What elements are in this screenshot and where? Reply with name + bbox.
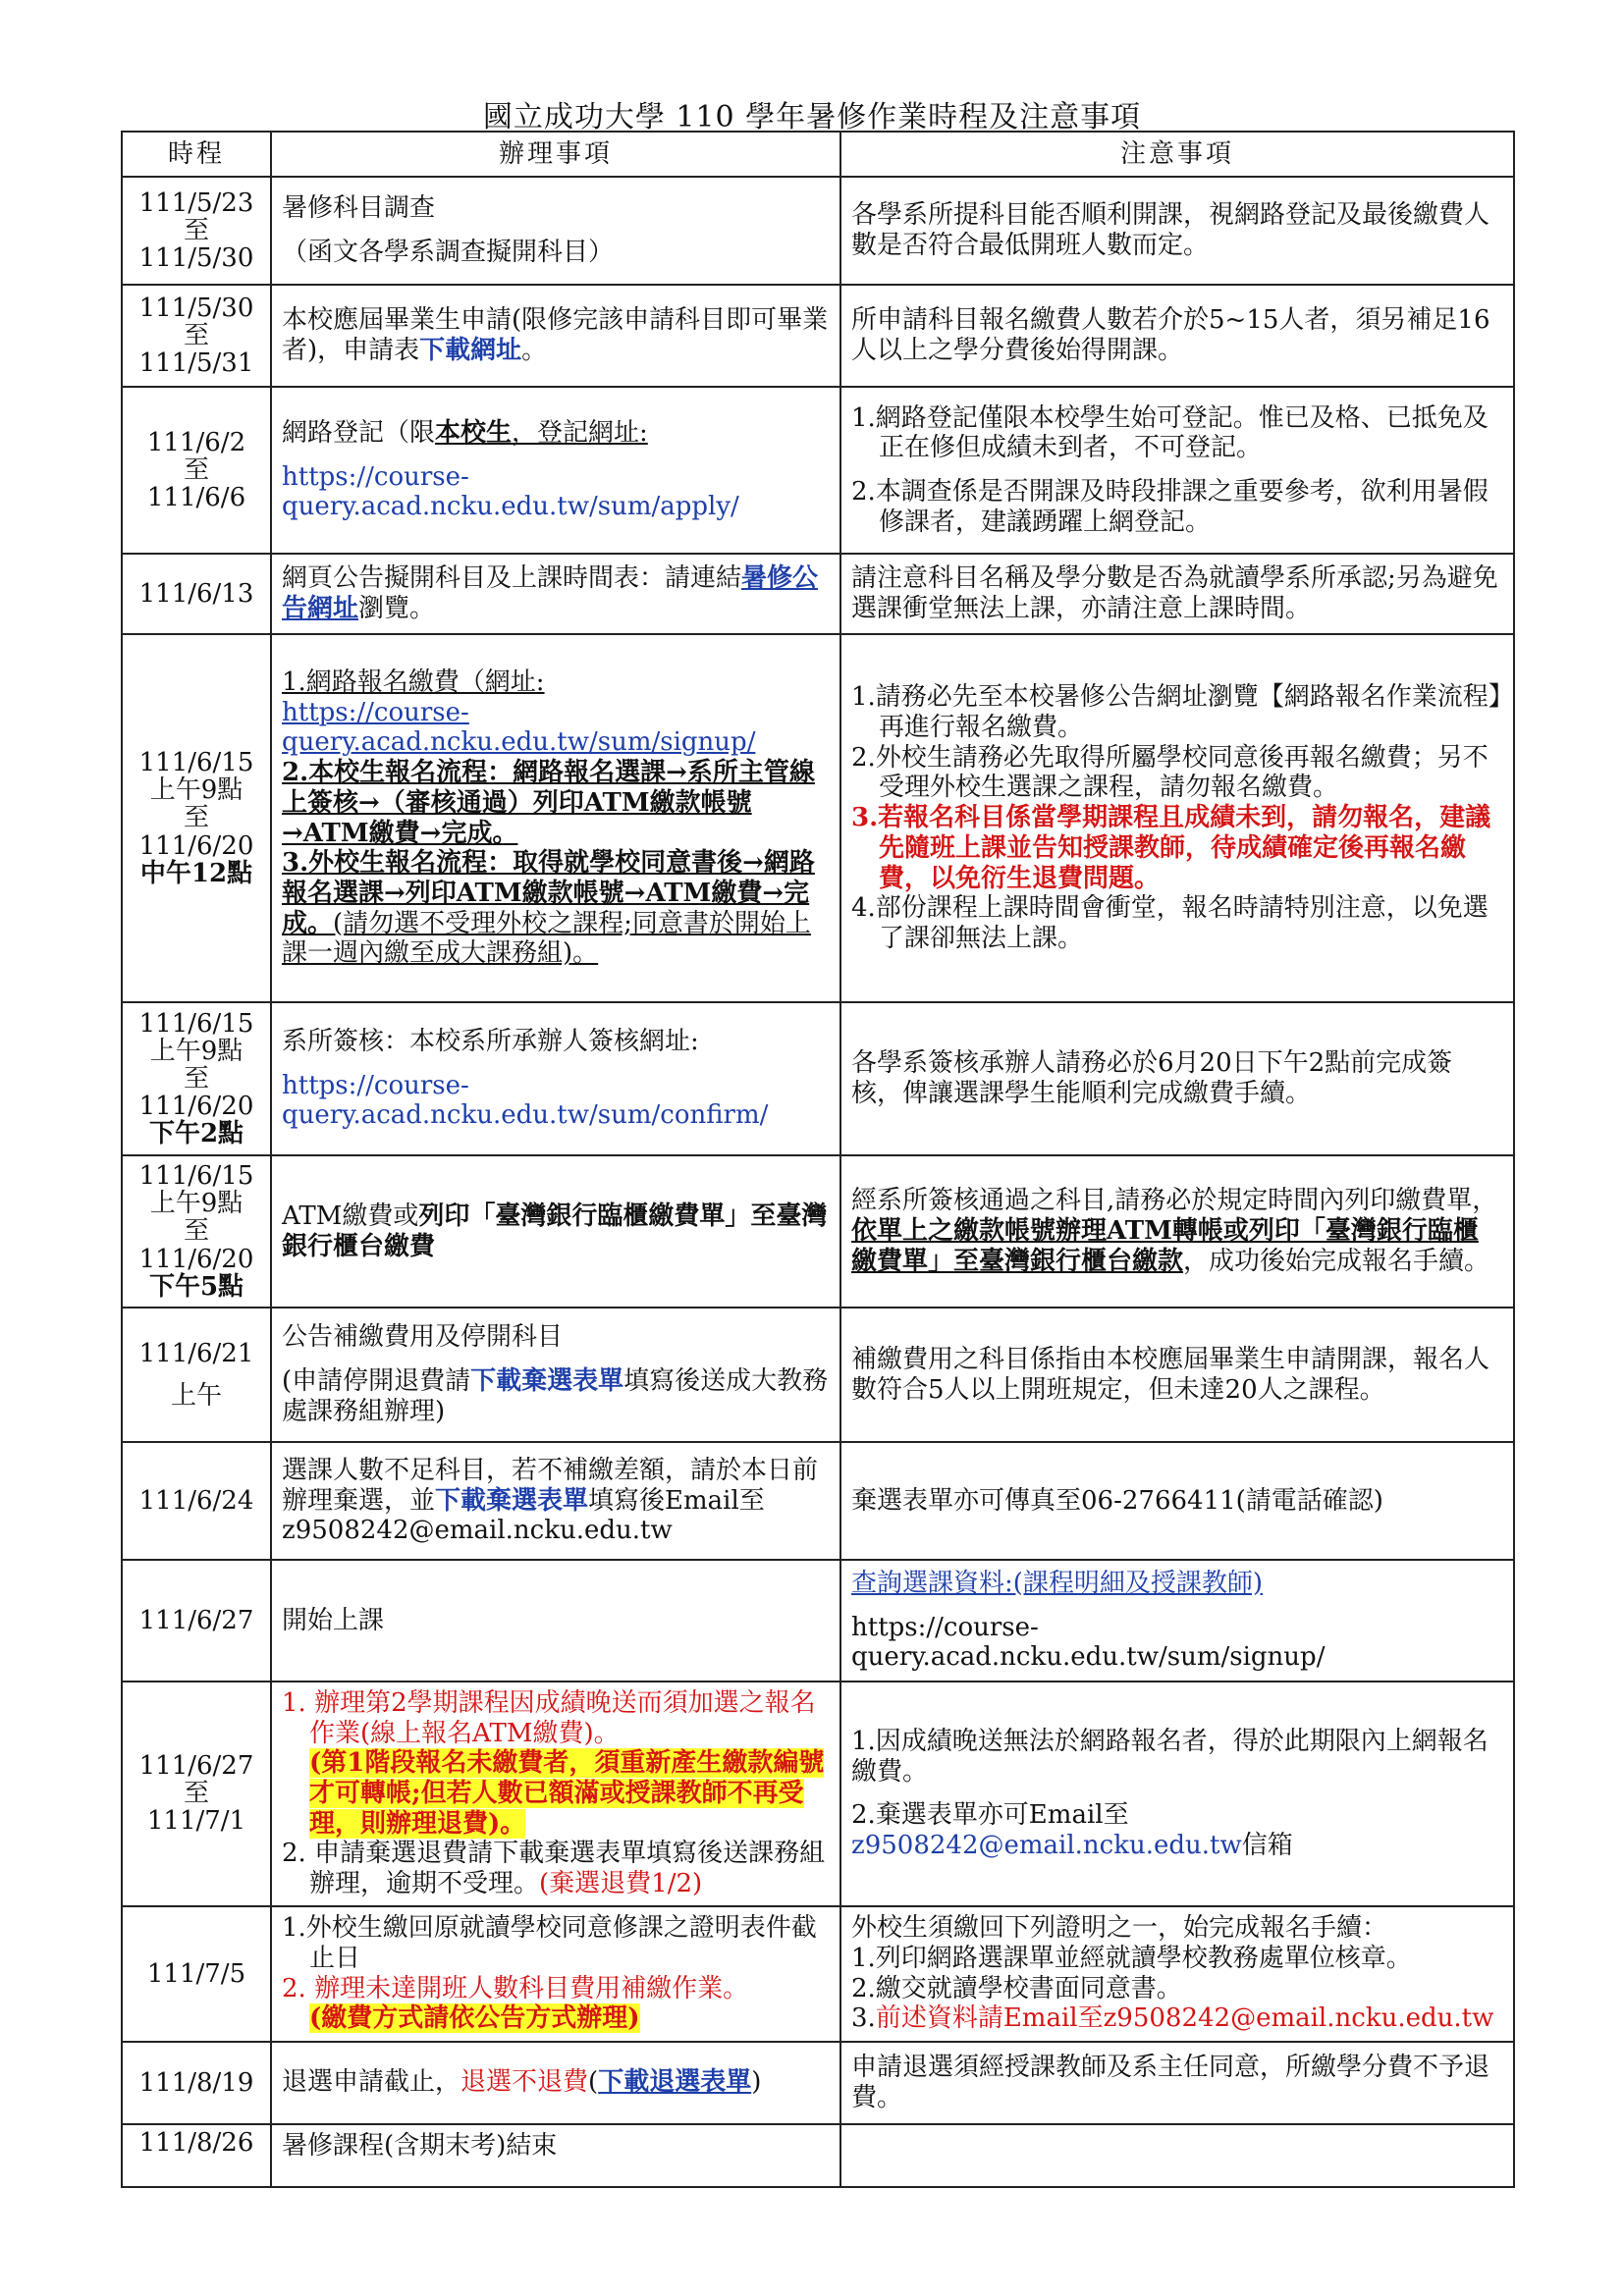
note-text: 前述資料請Email至z9508242@email.ncku.edu.tw xyxy=(875,2003,1494,2034)
time-line: 111/6/2 xyxy=(146,427,246,457)
note-text: 外校生須繳回下列證明之一，始完成報名手續： xyxy=(851,1913,1388,1944)
note-text: 4.部份課程上課時間會衝堂，報名時請特別注意，以免選了課卻無法上課。 xyxy=(851,893,1489,953)
highlighted-text: (繳費方式請依公告方式辦理) xyxy=(309,2003,640,2034)
note-text: 1.因成績晚送無法於網路報名者，得於此期限內上網報名繳費。 xyxy=(851,1727,1489,1787)
note-cell xyxy=(840,1442,1514,1560)
note-cell xyxy=(840,2124,1514,2187)
time-line: 111/6/20 xyxy=(138,1092,254,1122)
time-cell xyxy=(122,2042,271,2124)
table-row xyxy=(122,177,1514,285)
note-text: 信箱 xyxy=(1241,1831,1293,1861)
task-cell xyxy=(271,1308,840,1442)
task-text: ) xyxy=(751,2067,762,2098)
task-text: (棄選退費1/2) xyxy=(539,1869,703,1899)
note-text: 1.請務必先至本校暑修公告網址瀏覽【網路報名作業流程】再進行報名繳費。 xyxy=(851,682,1501,743)
page-title: 國立成功大學 110 學年暑修作業時程及注意事項 xyxy=(482,100,1142,134)
time-line: 111/8/26 xyxy=(138,2127,254,2158)
time-cell xyxy=(122,1560,271,1682)
task-text: 選課人數不足科目，若不補繳差額，請於本日前辦理棄選，並 xyxy=(282,1455,819,1516)
task-text: 開始上課 xyxy=(282,1605,385,1635)
time-cell xyxy=(122,2124,271,2187)
time-line: 111/6/15 xyxy=(138,1008,254,1039)
task-text: 2. 辦理未達開班人數科目費用補繳作業。 xyxy=(282,1973,749,2003)
time-line: 上午9點 xyxy=(149,1189,244,1219)
task-text: 公告補繳費用及停開科目 xyxy=(282,1322,564,1353)
task-text: 系所簽核：本校系所承辦人簽核網址: xyxy=(282,1026,699,1056)
download-link[interactable]: 下載網址 xyxy=(419,336,522,365)
task-text: 本校應屆畢業生申請(限修完該申請科目即可畢業者)，申請表 xyxy=(282,305,829,365)
note-text: 1.網路登記僅限本校學生始可登記。惟已及格、已抵免及正在修但成績未到者，不可登記。 xyxy=(851,402,1489,463)
task-text: 網頁公告擬開科目及上課時間表：請連結 xyxy=(282,563,742,594)
note-cell xyxy=(840,1560,1514,1682)
table-row xyxy=(122,1906,1514,2042)
table-row xyxy=(122,1002,1514,1155)
time-line: 至 xyxy=(183,454,209,485)
time-line: 111/6/15 xyxy=(138,1161,254,1192)
time-line: 至 xyxy=(183,320,209,350)
time-cell xyxy=(122,634,271,1002)
task-text: ，登記網址: xyxy=(512,417,648,448)
note-text: 2.繳交就讀學校書面同意書。 xyxy=(851,1973,1182,2003)
drop-form-link[interactable]: 下載棄選表單 xyxy=(470,1366,624,1397)
time-line: 下午5點 xyxy=(148,1271,244,1302)
time-line: 上午9點 xyxy=(149,1036,244,1066)
task-cell xyxy=(271,1906,840,2042)
task-cell xyxy=(271,285,840,387)
note-text: ，成功後始完成報名手續。 xyxy=(1183,1246,1490,1276)
time-line: 下午2點 xyxy=(148,1119,244,1149)
note-cell xyxy=(840,177,1514,285)
table-row xyxy=(122,285,1514,387)
table-row xyxy=(122,2124,1514,2187)
task-cell xyxy=(271,2124,840,2187)
course-query-link[interactable]: 查詢選課資料:(課程明細及授課教師) xyxy=(851,1568,1264,1598)
task-cell xyxy=(271,2042,840,2124)
header-time: 時程 xyxy=(122,132,271,177)
task-text: ATM繳費或 xyxy=(282,1201,419,1231)
course-query-url: https://course-query.acad.ncku.edu.tw/sum/signup/ xyxy=(851,1612,1326,1673)
note-text: 3. xyxy=(851,2003,876,2034)
time-line: 111/5/30 xyxy=(138,293,254,323)
header-note: 注意事項 xyxy=(840,132,1514,177)
note-text: 3.若報名科目係當學期課程且成績未到，請勿報名，建議先隨班上課並告知授課教師，待成績確定後再報名繳費，以免衍生退費問題。 xyxy=(851,803,1491,893)
note-cell xyxy=(840,285,1514,387)
highlighted-text: (第1階段報名未繳費者，須重新產生繳款編號才可轉帳;但若人數已額滿或授課教師不再受理，則辦理退費)。 xyxy=(309,1748,825,1839)
table-row xyxy=(122,2042,1514,2124)
task-cell xyxy=(271,1002,840,1155)
note-cell xyxy=(840,1682,1514,1906)
task-cell xyxy=(271,177,840,285)
task-cell xyxy=(271,387,840,554)
task-text: 填寫後送成大教務處課務組辦理) xyxy=(282,1366,829,1426)
task-text: 2.本校生報名流程：網路報名選課→系所主管線上簽核→（審核通過）列印ATM繳款帳號→ATM繳費→完成。 xyxy=(282,758,815,848)
task-text: 列印「臺灣銀行臨櫃繳費單」至臺灣銀行櫃台繳費 xyxy=(282,1201,828,1261)
task-text: 填寫後Email至z9508242@email.ncku.edu.tw xyxy=(282,1485,765,1546)
task-text: 網路登記（限 xyxy=(282,417,436,448)
time-line: 至 xyxy=(183,803,209,833)
note-text: 1.列印網路選課單並經就讀學校教務處單位核章。 xyxy=(851,1944,1412,1974)
time-cell xyxy=(122,1906,271,2042)
task-text: 。 xyxy=(521,336,548,365)
task-text: 1.網路報名繳費（網址: xyxy=(282,667,545,698)
table-row xyxy=(122,1560,1514,1682)
task-text: 退選申請截止， xyxy=(282,2067,461,2098)
note-text: 經系所簽核通過之科目,請務必於規定時間內列印繳費單， xyxy=(851,1186,1498,1216)
confirm-url-link[interactable]: https://course-query.acad.ncku.edu.tw/sum/confirm/ xyxy=(282,1070,769,1131)
note-text: 申請退選須經授課教師及系主任同意，所繳學分費不予退費。 xyxy=(851,2053,1490,2112)
announcement-link[interactable]: 暑修公告網址 xyxy=(282,563,819,623)
time-cell xyxy=(122,1155,271,1308)
note-cell xyxy=(840,1906,1514,2042)
time-line: 111/6/24 xyxy=(138,1485,254,1516)
note-text: 2.外校生請務必先取得所屬學校同意後再報名繳費；另不受理外校生選課之課程，請勿報名繳費。 xyxy=(851,742,1489,803)
time-line: 至 xyxy=(183,215,209,245)
note-text: 依單上之繳款帳號辦理ATM轉帳或列印「臺灣銀行臨櫃繳費單」至臺灣銀行櫃台繳款 xyxy=(851,1216,1479,1276)
time-cell xyxy=(122,554,271,634)
time-line: 111/5/30 xyxy=(138,243,254,274)
time-line: 111/6/27 xyxy=(138,1751,254,1782)
time-line: 111/6/20 xyxy=(138,1244,254,1274)
task-text: （函文各學系調查擬開科目） xyxy=(282,238,615,267)
task-text: 1. 辦理第2學期課程因成績晚送而須加選之報名作業(線上報名ATM繳費)。 xyxy=(282,1688,816,1748)
time-line: 111/6/20 xyxy=(138,830,254,861)
task-text: 1.外校生繳回原就讀學校同意修課之證明表件截止日 xyxy=(282,1913,817,1974)
task-text: 2. 申請棄選退費請下載棄選表單填寫後送課務組辦理，逾期不受理。 xyxy=(282,1839,826,1899)
table-row xyxy=(122,1682,1514,1906)
note-text: 請注意科目名稱及學分數是否為就讀學系所承認;另為避免選課衝堂無法上課，亦請注意上課時間。 xyxy=(851,563,1498,623)
time-line: 111/6/21 xyxy=(138,1339,254,1369)
time-line: 上午9點 xyxy=(149,775,244,806)
time-cell xyxy=(122,1682,271,1906)
time-line: 中午12點 xyxy=(139,858,253,888)
time-line: 111/7/5 xyxy=(146,1958,246,1989)
drop-form-link[interactable]: 下載棄選表單 xyxy=(435,1485,589,1516)
time-cell xyxy=(122,1002,271,1155)
note-cell xyxy=(840,1002,1514,1155)
task-text: 3.外校生報名流程：取得就學校同意書後→網路報名選課→列印ATM繳款帳號→ATM繳費→完成。 xyxy=(282,848,815,938)
note-cell xyxy=(840,554,1514,634)
time-line: 111/8/19 xyxy=(138,2067,254,2098)
time-line: 111/6/6 xyxy=(146,483,246,513)
note-text: 各學系所提科目能否順利開課，視網路登記及最後繳費人數是否符合最低開班人數而定。 xyxy=(851,200,1490,260)
apply-url-link[interactable]: https://course-query.acad.ncku.edu.tw/sum/apply/ xyxy=(282,461,739,522)
task-text: 瀏覽。 xyxy=(358,594,436,623)
time-cell xyxy=(122,387,271,554)
task-text: 本校生 xyxy=(435,417,513,448)
task-text: 退選不退費 xyxy=(460,2067,589,2098)
task-cell xyxy=(271,1682,840,1906)
email-link[interactable]: z9508242@email.ncku.edu.tw xyxy=(851,1831,1242,1861)
note-text: 棄選表單亦可傳真至06-2766411(請電話確認) xyxy=(851,1485,1383,1516)
note-text: 2.本調查係是否開課及時段排課之重要參考，欲利用暑假修課者，建議踴躍上網登記。 xyxy=(851,477,1489,537)
task-cell xyxy=(271,634,840,1002)
note-text: 2.棄選表單亦可Email至 xyxy=(851,1800,1129,1831)
task-cell xyxy=(271,1560,840,1682)
time-cell xyxy=(122,1308,271,1442)
note-cell xyxy=(840,1308,1514,1442)
note-cell xyxy=(840,387,1514,554)
table-row xyxy=(122,634,1514,1002)
task-text: ( xyxy=(588,2067,599,2098)
signup-url-link[interactable]: https://course-query.acad.ncku.edu.tw/sum/signup/ xyxy=(282,697,756,758)
time-line: 111/6/13 xyxy=(138,578,254,609)
table-row xyxy=(122,1442,1514,1560)
note-cell xyxy=(840,1155,1514,1308)
note-cell xyxy=(840,634,1514,1002)
task-cell xyxy=(271,1442,840,1560)
table-row xyxy=(122,387,1514,554)
task-text: (請勿選不受理外校之課程;同意書於開始上課一週內繳至成大課務組)。 xyxy=(282,908,811,969)
time-cell xyxy=(122,177,271,285)
time-line: 111/6/15 xyxy=(138,748,254,778)
schedule-table xyxy=(121,131,1515,2188)
time-line: 至 xyxy=(183,1779,209,1809)
note-text: 所申請科目報名繳費人數若介於5~15人者，須另補足16人以上之學分費後始得開課。 xyxy=(851,305,1490,365)
time-cell xyxy=(122,285,271,387)
time-cell xyxy=(122,1442,271,1560)
time-line: 111/5/31 xyxy=(138,348,254,379)
withdraw-form-link[interactable]: 下載退選表單 xyxy=(598,2067,752,2098)
table-row xyxy=(122,1308,1514,1442)
note-cell xyxy=(840,2042,1514,2124)
task-cell xyxy=(271,554,840,634)
time-line: 111/7/1 xyxy=(146,1806,246,1837)
task-text: 暑修課程(含期末考)結束 xyxy=(282,2130,558,2161)
task-text: (申請停開退費請 xyxy=(282,1366,471,1397)
time-line: 至 xyxy=(183,1216,209,1247)
time-line: 至 xyxy=(183,1063,209,1094)
header-task: 辦理事項 xyxy=(271,132,840,177)
table-row xyxy=(122,554,1514,634)
task-text: 暑修科目調查 xyxy=(282,193,436,224)
table-header-row xyxy=(122,132,1514,177)
time-line: 111/6/27 xyxy=(138,1605,254,1635)
time-line: 111/5/23 xyxy=(138,187,254,218)
time-line: 上午 xyxy=(170,1380,222,1411)
note-text: 各學系簽核承辦人請務必於6月20日下午2點前完成簽核，俾讓選課學生能順利完成繳費手續。 xyxy=(851,1048,1453,1108)
note-text: 補繳費用之科目係指由本校應屆畢業生申請開課，報名人數符合5人以上開班規定，但未達20人之課程。 xyxy=(851,1344,1490,1405)
table-row xyxy=(122,1155,1514,1308)
task-cell xyxy=(271,1155,840,1308)
